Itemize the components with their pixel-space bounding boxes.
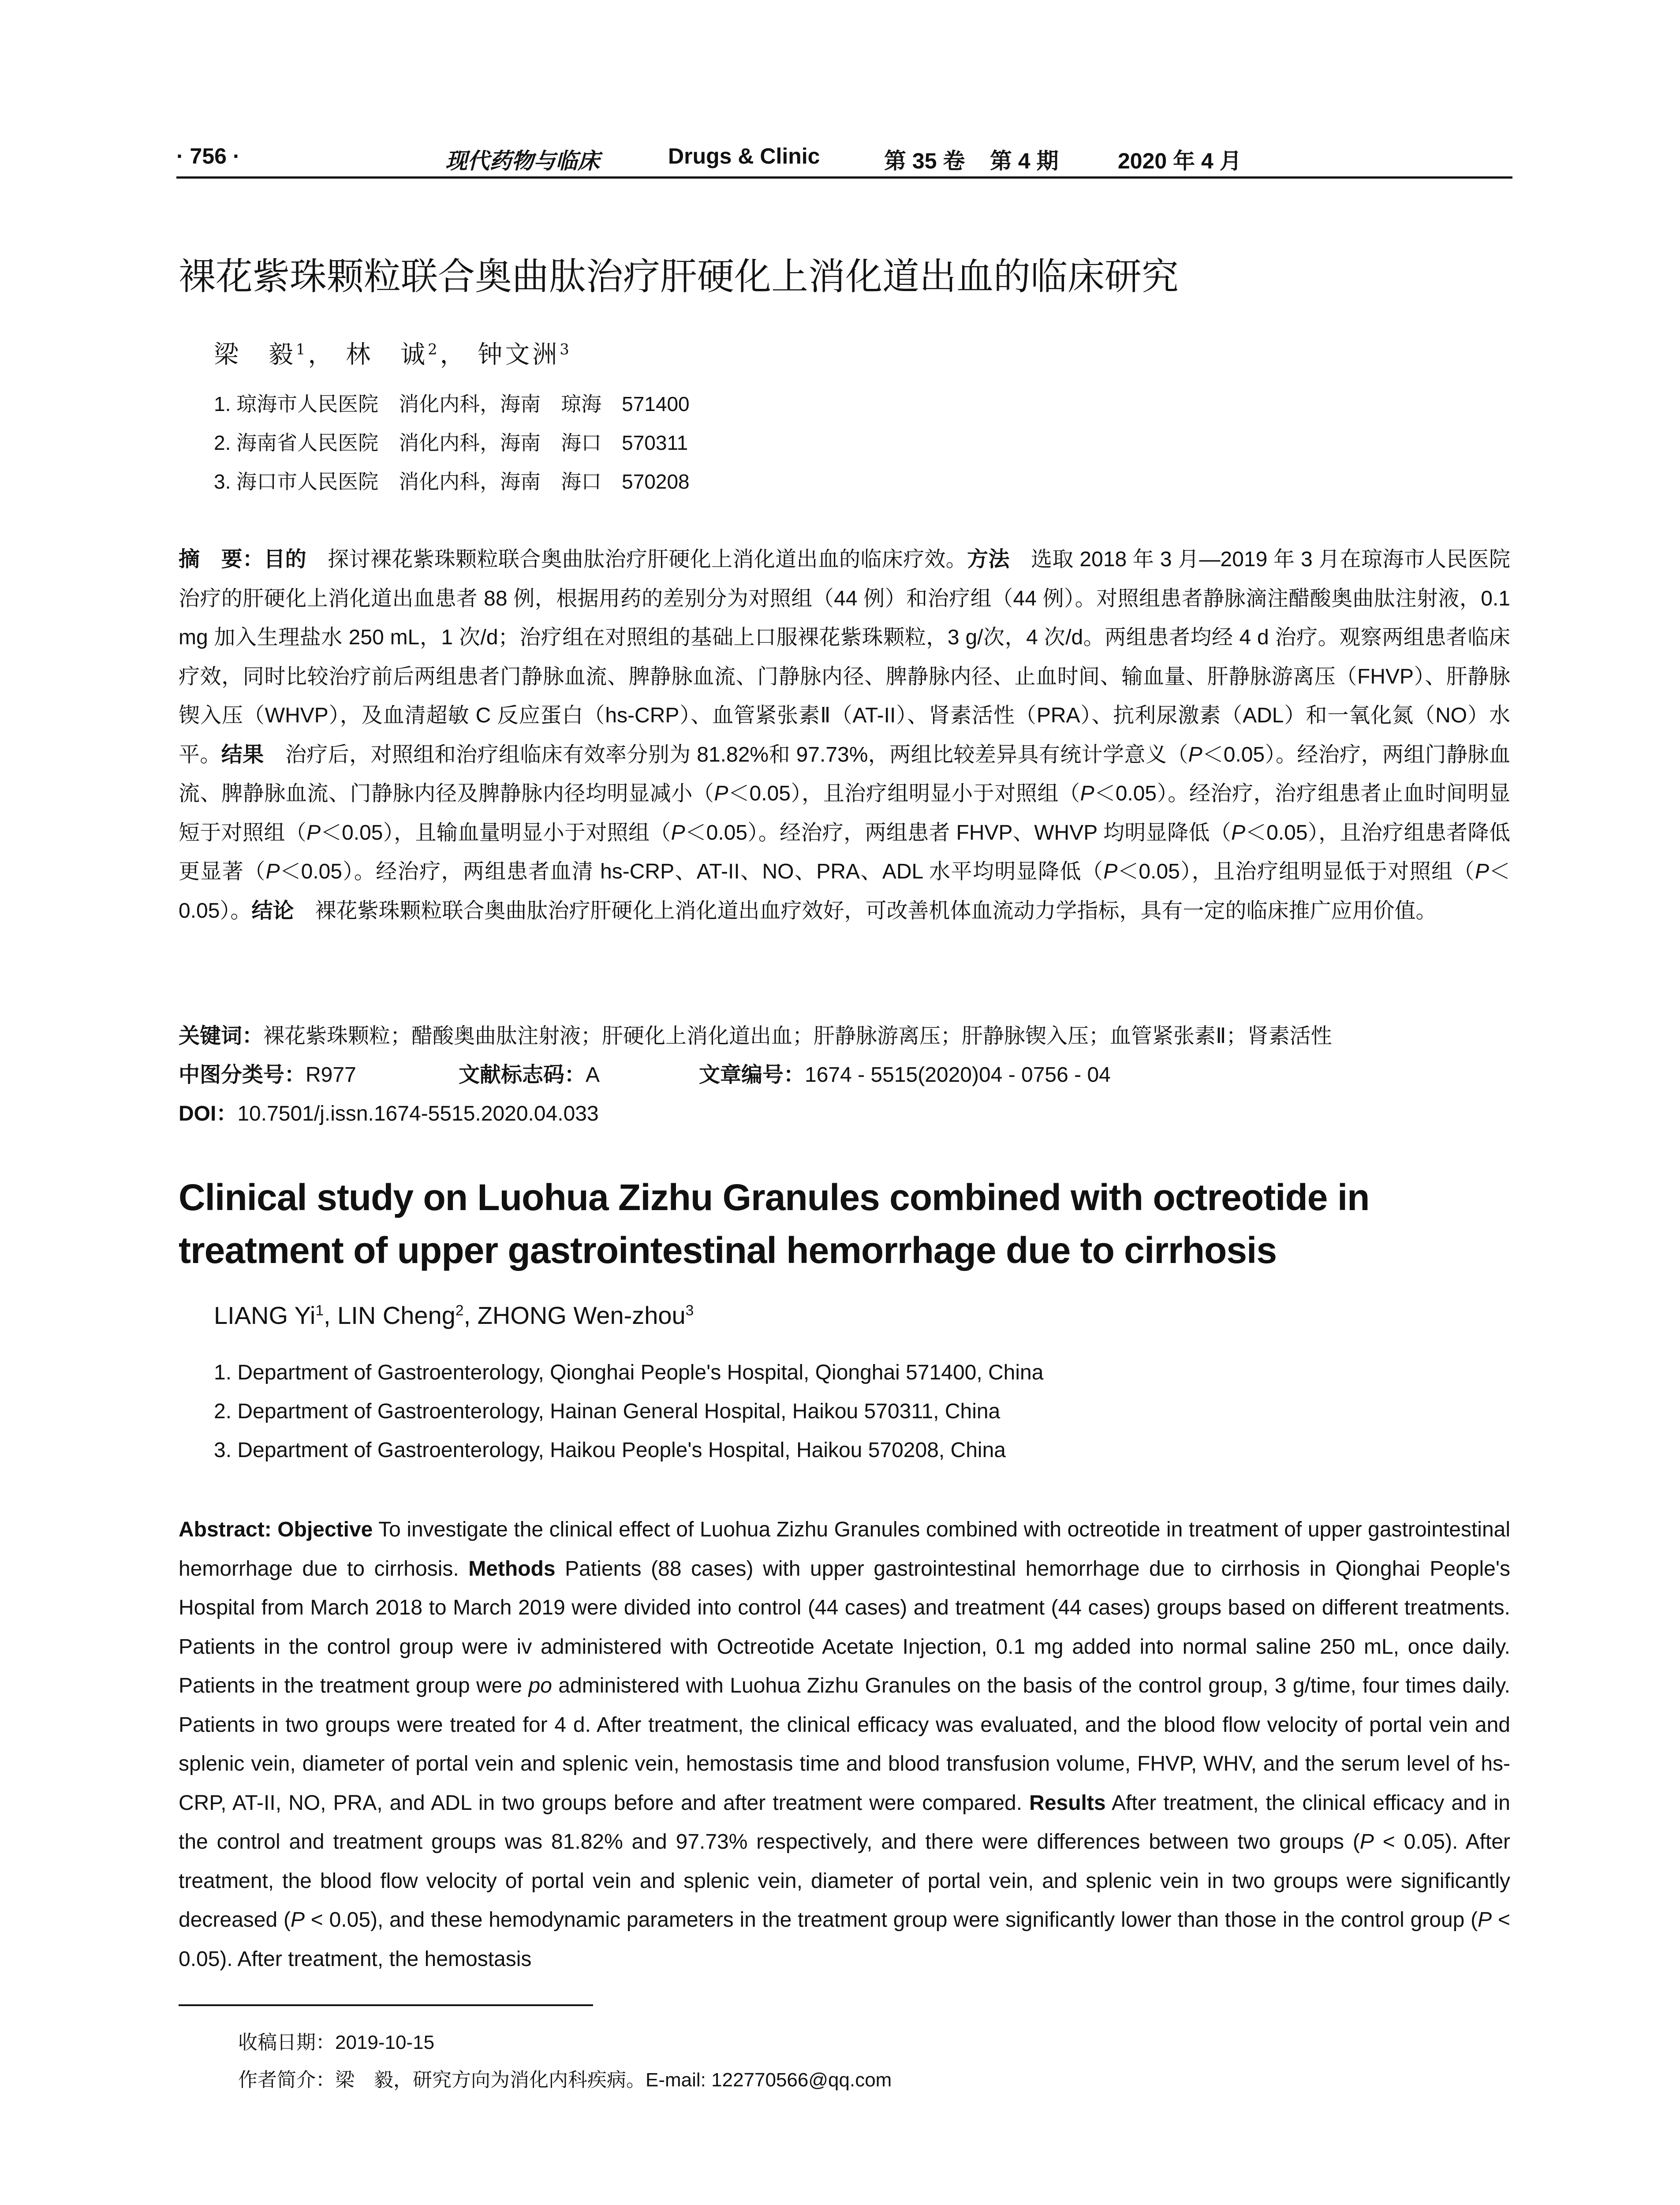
p-symbol: P: [265, 860, 280, 883]
objective-label: Objective: [277, 1518, 373, 1541]
doi-label: DOI：: [179, 1102, 238, 1125]
doi-line: [179, 1096, 599, 1127]
conclusion-text: 裸花紫珠颗粒联合奥曲肽治疗肝硬化上消化道出血疗效好，可改善机体血流动力学指标，具有一定的临床推广应用价值。: [294, 899, 1437, 923]
affiliation-cn: 2. 海南省人民医院 消化内科，海南 海口 570311: [214, 431, 688, 454]
results-text: ＜0.05），且治疗组患者降低更显著（: [179, 821, 1510, 883]
results-text: 治疗后，对照组和治疗组临床有效率分别为 81.82%和 97.73%，两组比较差异具有统计学意义（: [264, 743, 1188, 766]
author-cn: 林 诚: [346, 340, 428, 369]
journal-name-en: Drugs & Clinic: [668, 144, 820, 168]
methods-label: Methods: [468, 1557, 556, 1581]
results-text: ＜0.05），且输血量明显小于对照组（: [321, 821, 671, 845]
conclusion-label: 结论: [251, 899, 294, 923]
abstract-label: Abstract:: [179, 1518, 272, 1541]
p-symbol: P: [306, 821, 321, 845]
results-label: 结果: [221, 743, 264, 766]
journal-volume: 第 35 卷: [884, 149, 965, 173]
article-number: [699, 1058, 1111, 1088]
objective-label: 目的: [264, 548, 306, 571]
p-symbol: P: [1188, 743, 1202, 766]
author-sep: ，: [440, 340, 467, 369]
clc-value: R977: [306, 1063, 356, 1087]
author-affil-sup: 1: [296, 340, 308, 358]
authors-en: [214, 1301, 694, 1330]
author-affil-sup: 3: [560, 340, 572, 358]
p-symbol: P: [1103, 860, 1118, 883]
author-sep: ，: [308, 340, 336, 369]
author-en: LIANG Yi: [214, 1301, 316, 1329]
page-number: · 756 ·: [176, 144, 240, 168]
author-en: ZHONG Wen-zhou: [477, 1301, 686, 1329]
author-sep: ,: [324, 1301, 338, 1329]
authors-cn: [214, 335, 572, 370]
author-en: LIN Cheng: [337, 1301, 455, 1329]
p-symbol: P: [714, 782, 728, 805]
journal-issue: 第 4 期: [990, 149, 1059, 173]
abstract-cn: [179, 540, 1510, 931]
title-cn: 裸花紫珠颗粒联合奥曲肽治疗肝硬化上消化道出血的临床研究: [179, 256, 1179, 297]
objective-text: To investigate the clinical effect of Luohua Zizhu Granules combined with octreotide in treatment of upper gastrointestinal hemorrhage due to cirrhosis.: [179, 1518, 1510, 1581]
results-text: ＜0.05），且治疗组明显小于对照组（: [728, 782, 1080, 805]
received-date: 收稿日期：2019-10-15: [238, 2032, 435, 2053]
clc-label: 中图分类号：: [179, 1063, 306, 1087]
author-affil-sup: 2: [455, 1302, 464, 1319]
author-sep: ,: [463, 1301, 478, 1329]
affiliation-cn: 3. 海口市人民医院 消化内科，海南 海口 570208: [214, 470, 690, 493]
p-symbol: P: [671, 821, 685, 845]
doc-code: [459, 1058, 600, 1088]
p-symbol: P: [1231, 821, 1246, 845]
results-text: ＜0.05）。经治疗，治疗组患者止血时间明显短于对照组（: [179, 782, 1510, 845]
methods-label: 方法: [967, 548, 1010, 571]
results-text: After treatment, the clinical efficacy and in the control and treatment groups was 81.82% and 97.73% respectively, and there were differences between two groups (: [179, 1791, 1510, 1854]
results-text: ＜0.05）。经治疗，两组患者 FHVP、WHVP 均明显降低（: [685, 821, 1232, 845]
po-term: po: [528, 1674, 552, 1697]
author-cn: 钟文洲: [478, 340, 560, 369]
article-number-label: 文章编号：: [699, 1063, 805, 1087]
affiliation-cn: 1. 琼海市人民医院 消化内科，海南 琼海 571400: [214, 392, 690, 415]
p-symbol: P: [1478, 1908, 1492, 1932]
methods-text: administered with Luohua Zizhu Granules on the basis of the control group, 3 g/time, four times daily. Patients in two groups were treated for 4 d. After treatment, the clinical efficacy was evaluated, and the blood flow velocity of portal vein and splenic vein, diameter of portal vein and splenic vein, hemostasis time and blood transfusion volume, FHVP, WHV, and the serum level of hs-CRP, AT-II, NO, PRA, and ADL in two groups before and after treatment were compared.: [179, 1674, 1510, 1815]
doi-value: 10.7501/j.issn.1674-5515.2020.04.033: [237, 1102, 599, 1125]
keywords-text: 裸花紫珠颗粒；醋酸奥曲肽注射液；肝硬化上消化道出血；肝静脉游离压；肝静脉锲入压；血管紧张素Ⅱ；肾素活性: [263, 1024, 1332, 1048]
journal-date: 2020 年 4 月: [1118, 149, 1242, 173]
doc-code-value: A: [586, 1063, 600, 1087]
classification-line: [179, 1058, 356, 1088]
doc-code-label: 文献标志码：: [459, 1063, 586, 1087]
header-rule: [176, 176, 1512, 179]
abstract-en: [179, 1510, 1510, 1979]
results-text: < 0.05), and these hemodynamic parameters in the treatment group were significantly lower than those in the control group (: [304, 1908, 1478, 1932]
footnote-rule: [179, 2004, 593, 2006]
objective-text: 探讨裸花紫珠颗粒联合奥曲肽治疗肝硬化上消化道出血的临床疗效。: [306, 548, 967, 571]
p-symbol: P: [1080, 782, 1094, 805]
results-label: Results: [1029, 1791, 1106, 1815]
results-text: < 0.05). After treatment, the blood flow velocity of portal vein and splenic vein, diameter of portal vein, and splenic vein in two groups were significantly decreased (: [179, 1830, 1511, 1932]
results-text: ＜0.05），且治疗组明显低于对照组（: [1117, 860, 1475, 883]
abstract-label: 摘 要：: [179, 548, 264, 571]
keywords-cn: [179, 1019, 1332, 1049]
title-en: Clinical study on Luohua Zizhu Granules combined with octreotide in treatment of upper gastrointestinal hemorrhage due to cirrhosis: [179, 1177, 1370, 1271]
author-cn: 梁 毅: [214, 340, 296, 369]
methods-text: 选取 2018 年 3 月—2019 年 3 月在琼海市人民医院治疗的肝硬化上消化道出血患者 88 例，根据用药的差别分为对照组（44 例）和治疗组（44 例）。对照组患者静脉滴注醋酸奥曲肽注射液，0.1 mg 加入生理盐水 250 mL，1 次/d；治疗组在对照组的基础上口服裸花紫珠颗粒，3 g/次，4 次/d。两组患者均经 4 d 治疗。观察两组患者临床疗效，同时比较治疗前后两组患者门静脉血流、脾静脉血流、门静脉内径、脾静脉内径、止血时间、输血量、肝静脉游离压（FHVP）、肝静脉锲入压（WHVP），及血清超敏 C 反应蛋白（hs-CRP）、血管紧张素Ⅱ（AT-II）、肾素活性（PRA）、抗利尿激素（ADL）和一氧化氮（NO）水平。: [179, 548, 1510, 766]
results-text: ＜0.05）。经治疗，两组门静脉血流、脾静脉血流、门静脉内径及脾静脉内径均明显减小（: [179, 743, 1510, 805]
affiliation-en: 3. Department of Gastroenterology, Haikou People's Hospital, Haikou 570208, China: [214, 1439, 1006, 1462]
author-affil-sup: 3: [685, 1302, 694, 1319]
journal-name-cn: 现代药物与临床: [445, 148, 600, 174]
author-bio: 作者简介：梁 毅，研究方向为消化内科疾病。E-mail: 122770566@qq.com: [238, 2069, 892, 2091]
p-symbol: P: [1475, 860, 1489, 883]
p-symbol: P: [1359, 1830, 1374, 1854]
affiliation-en: 2. Department of Gastroenterology, Hainan General Hospital, Haikou 570311, China: [214, 1400, 1001, 1423]
article-number-value: 1674 - 5515(2020)04 - 0756 - 04: [805, 1063, 1111, 1087]
affiliation-en: 1. Department of Gastroenterology, Qionghai People's Hospital, Qionghai 571400, China: [214, 1361, 1044, 1384]
keywords-label: 关键词：: [179, 1024, 264, 1048]
p-symbol: P: [290, 1908, 305, 1932]
methods-text: Patients (88 cases) with upper gastrointestinal hemorrhage due to cirrhosis in Qionghai People's Hospital from March 2018 to March 2019 were divided into control (44 cases) and treatment (44 cases) groups based on different treatments. Patients in the control group were iv administered with Octreotide Acetate Injection, 0.1 mg added into normal saline 250 mL, once daily. Patients in the treatment group were: [179, 1557, 1510, 1697]
author-affil-sup: 1: [315, 1302, 324, 1319]
results-text: ＜0.05）。经治疗，两组患者血清 hs-CRP、AT-II、NO、PRA、ADL 水平均明显降低（: [280, 860, 1104, 883]
results-text: < 0.05). After treatment, the hemostasis: [179, 1908, 1510, 1971]
author-affil-sup: 2: [428, 340, 440, 358]
results-text: ＜0.05）。: [179, 860, 1510, 923]
